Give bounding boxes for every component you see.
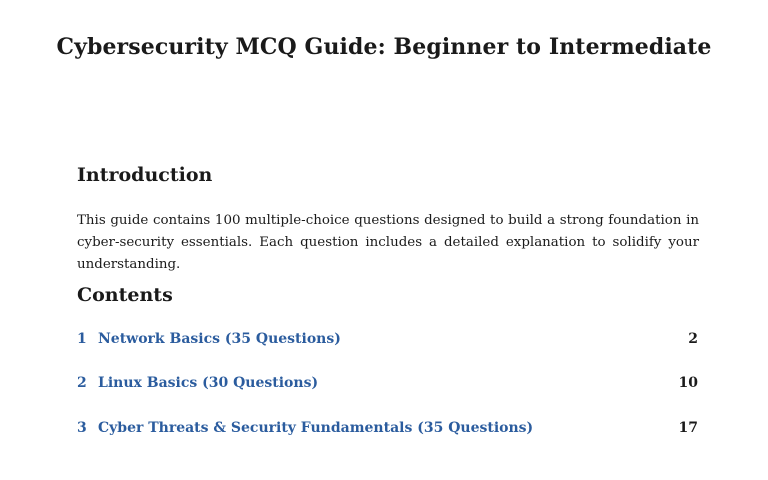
- toc-entry-link[interactable]: Linux Basics (30 Questions): [98, 375, 319, 391]
- toc-entry-linux-basics[interactable]: [77, 375, 698, 395]
- toc-entry-number: 1: [77, 331, 87, 347]
- toc-entry-number: 2: [77, 375, 87, 391]
- document-title: Cybersecurity MCQ Guide: Beginner to Intermediate: [56, 34, 712, 60]
- toc-entry-link[interactable]: Network Basics (35 Questions): [98, 331, 341, 347]
- toc-entry-cyber-threats[interactable]: [77, 420, 698, 440]
- introduction-paragraph: This guide contains 100 multiple-choice questions designed to build a strong foundation in cyber-security essentials. Each question includes a detailed explanation to solidify your understanding.: [77, 213, 699, 272]
- toc-entry-page-number: 17: [678, 420, 698, 436]
- toc-entry-page-number: 2: [688, 331, 698, 347]
- contents-heading: Contents: [77, 284, 173, 306]
- toc-entry-network-basics[interactable]: [77, 331, 698, 351]
- toc-entry-page-number: 10: [678, 375, 698, 391]
- toc-entry-link[interactable]: Cyber Threats & Security Fundamentals (35 Questions): [98, 420, 534, 436]
- introduction-heading: Introduction: [77, 164, 213, 186]
- toc-entry-number: 3: [77, 420, 87, 436]
